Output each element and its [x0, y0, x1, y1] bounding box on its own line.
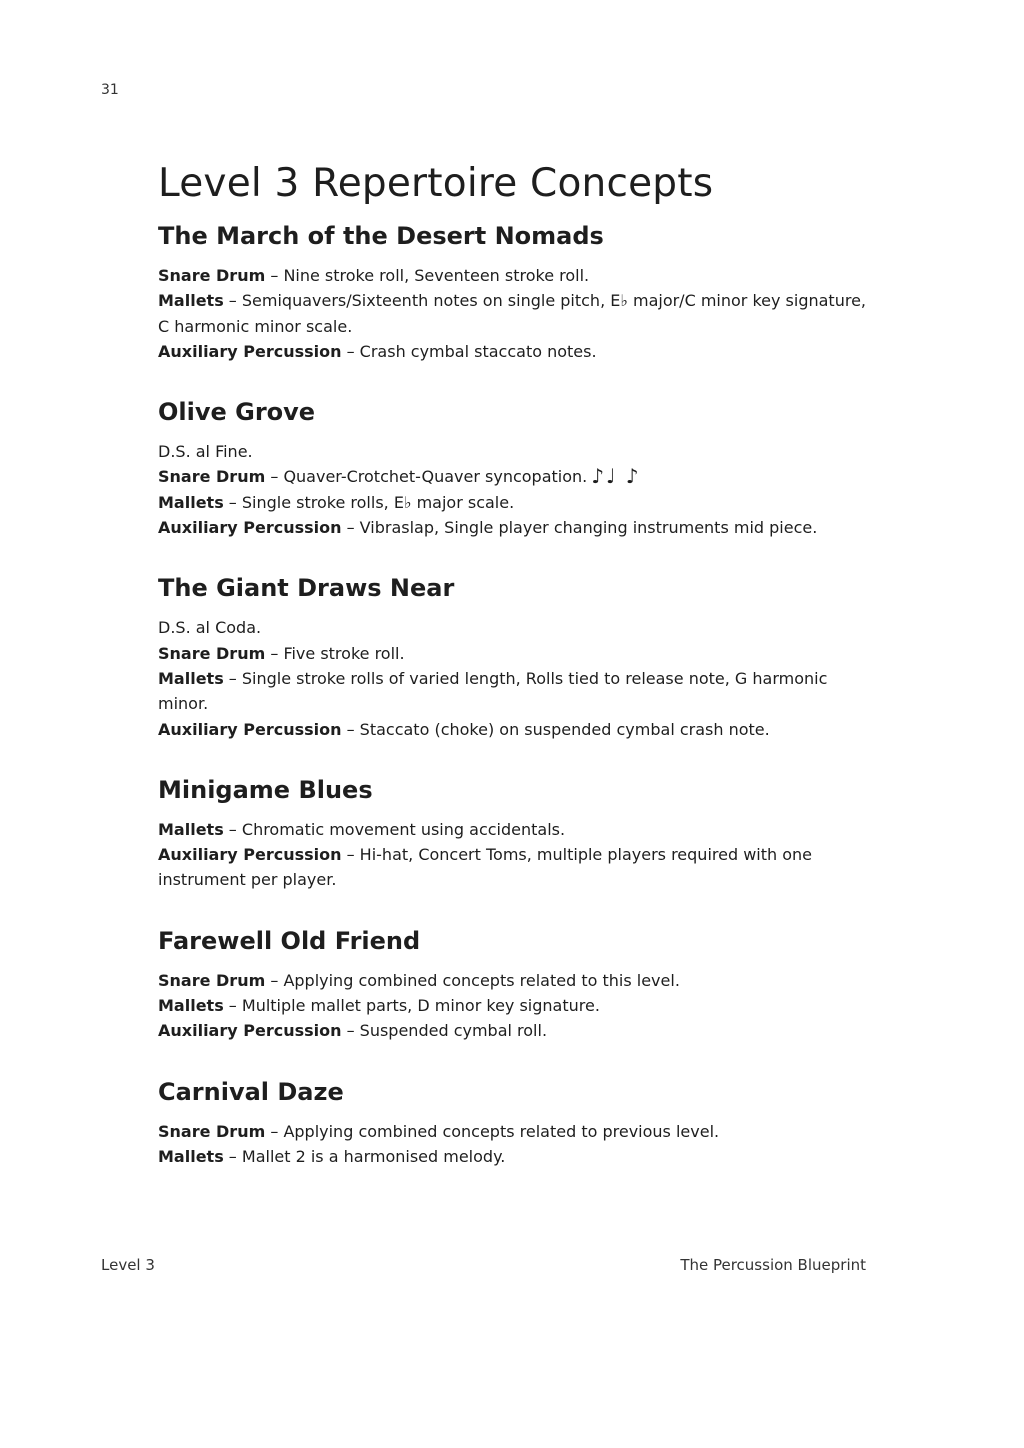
piece-title: Minigame Blues	[158, 775, 373, 804]
piece-section	[158, 570, 878, 741]
concept-line	[158, 515, 878, 540]
concept-line	[158, 439, 878, 464]
concept-text: D.S. al Coda.	[158, 618, 262, 638]
instrument-label: Mallets	[158, 996, 224, 1016]
concept-line	[158, 1018, 878, 1043]
concept-line	[158, 339, 878, 364]
piece-section	[158, 394, 878, 540]
concept-text: – Applying combined concepts related to this level.	[265, 970, 680, 990]
concept-line	[158, 615, 878, 640]
concept-line	[158, 1119, 878, 1144]
concept-text: – Five stroke roll.	[265, 643, 405, 663]
instrument-label: Snare Drum	[158, 1121, 266, 1141]
instrument-label: Auxiliary Percussion	[158, 845, 342, 865]
instrument-label: Snare Drum	[158, 467, 266, 487]
music-notes-icon: ♪♩ ♪	[591, 464, 641, 489]
page-title: Level 3 Repertoire Concepts	[158, 161, 714, 206]
piece-title: The March of the Desert Nomads	[158, 222, 604, 250]
concept-text: – Applying combined concepts related to previous level.	[265, 1121, 720, 1141]
piece-section	[158, 1074, 878, 1170]
concept-line	[158, 288, 878, 339]
concept-text: – Crash cymbal staccato notes.	[341, 341, 597, 361]
concept-text: – Single stroke rolls of varied length, Rolls tied to release note, G harmonic minor.	[158, 668, 828, 714]
instrument-label: Mallets	[158, 819, 224, 839]
concept-text: – Hi-hat, Concert Toms, multiple players required with one instrument per player.	[158, 845, 812, 890]
footer-book-title: The Percussion Blueprint	[680, 1256, 866, 1274]
concept-text: – Suspended cymbal roll.	[341, 1021, 548, 1041]
page-content	[158, 154, 878, 1199]
piece-title: Farewell Old Friend	[158, 926, 421, 955]
instrument-label: Snare Drum	[158, 643, 266, 663]
concept-line	[158, 666, 878, 717]
concept-line	[158, 968, 878, 993]
piece-section	[158, 218, 878, 364]
instrument-label: Mallets	[158, 668, 224, 688]
concept-line	[158, 641, 878, 666]
concept-line	[158, 993, 878, 1018]
concept-text: – Semiquavers/Sixteenth notes on single pitch, E♭ major/C minor key signature, C harmonic minor scale.	[158, 291, 866, 336]
concept-line	[158, 464, 878, 489]
concept-line	[158, 1144, 878, 1169]
instrument-label: Snare Drum	[158, 266, 266, 285]
piece-title: Carnival Daze	[158, 1077, 344, 1106]
concept-line	[158, 263, 878, 288]
concept-line	[158, 490, 878, 515]
concept-text: – Vibraslap, Single player changing instruments mid piece.	[341, 518, 818, 538]
concept-line	[158, 842, 878, 893]
page-number: 31	[101, 82, 119, 98]
footer-level: Level 3	[101, 1256, 155, 1274]
piece-section	[158, 923, 878, 1044]
concept-line	[158, 817, 878, 842]
piece-title: The Giant Draws Near	[158, 574, 455, 603]
instrument-label: Mallets	[158, 492, 224, 512]
concept-text: D.S. al Fine.	[158, 442, 253, 462]
concept-text: – Single stroke rolls, E♭ major scale.	[223, 492, 515, 512]
instrument-label: Mallets	[158, 1146, 224, 1166]
piece-section	[158, 772, 878, 893]
piece-title: Olive Grove	[158, 398, 316, 427]
concept-text: – Chromatic movement using accidentals.	[223, 819, 566, 839]
concept-line	[158, 717, 878, 742]
instrument-label: Snare Drum	[158, 970, 266, 990]
instrument-label: Auxiliary Percussion	[158, 341, 342, 361]
concept-text: – Mallet 2 is a harmonised melody.	[223, 1146, 506, 1166]
instrument-label: Auxiliary Percussion	[158, 1021, 342, 1041]
concept-text: – Staccato (choke) on suspended cymbal crash note.	[341, 719, 770, 739]
instrument-label: Auxiliary Percussion	[158, 719, 342, 739]
instrument-label: Auxiliary Percussion	[158, 518, 342, 538]
concept-text: – Nine stroke roll, Seventeen stroke roll.	[265, 266, 590, 285]
instrument-label: Mallets	[158, 291, 224, 311]
concept-text: – Quaver-Crotchet-Quaver syncopation.	[265, 467, 588, 487]
concept-text: – Multiple mallet parts, D minor key signature.	[223, 996, 600, 1016]
